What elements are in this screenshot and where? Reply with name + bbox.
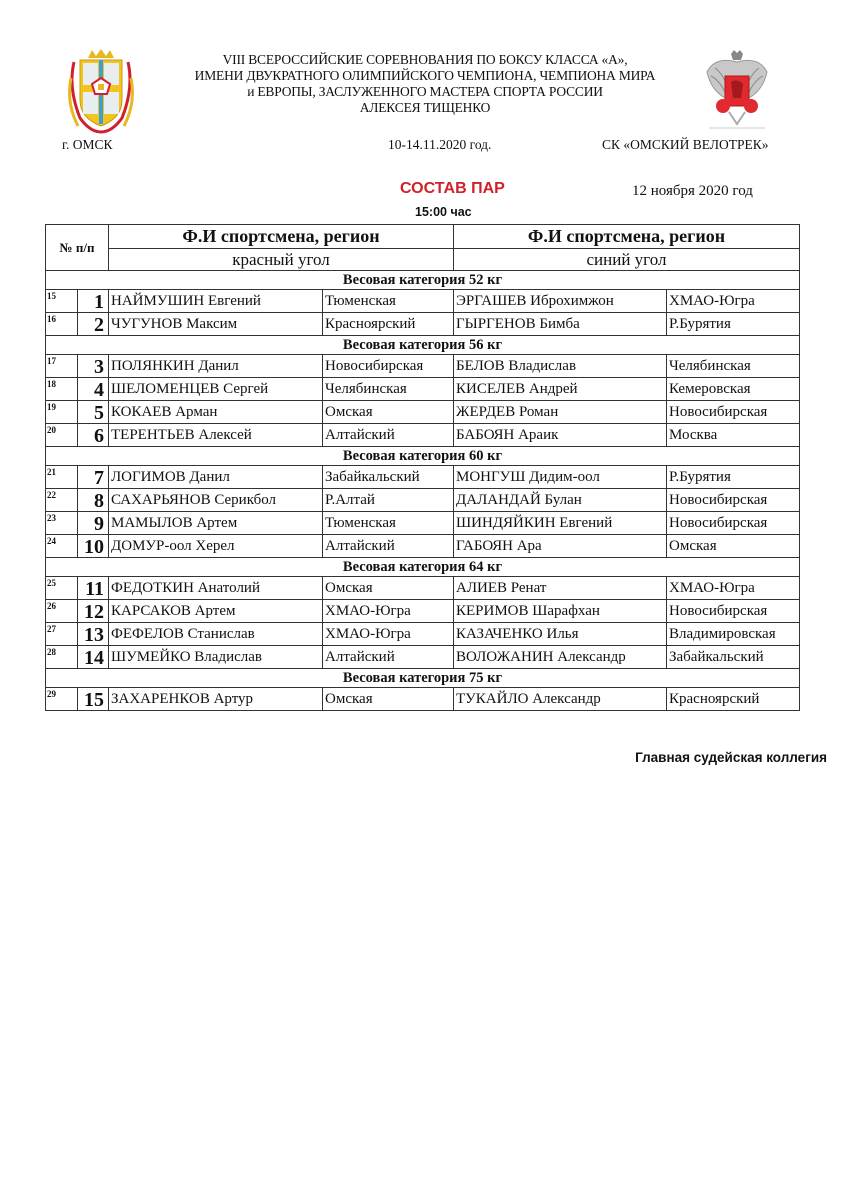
bout-sequence-number: 17 (46, 355, 78, 378)
blue-athlete-region: Новосибирская (667, 600, 800, 623)
red-athlete-name: САХАРЬЯНОВ Серикбол (109, 489, 323, 512)
blue-athlete-name: ШИНДЯЙКИН Евгений (454, 512, 667, 535)
red-athlete-region: Р.Алтай (323, 489, 454, 512)
blue-athlete-name: БЕЛОВ Владислав (454, 355, 667, 378)
session-time: 15:00 час (415, 205, 472, 219)
blue-athlete-region: Новосибирская (667, 489, 800, 512)
red-athlete-name: ЛОГИМОВ Данил (109, 466, 323, 489)
bout-sequence-number: 27 (46, 623, 78, 646)
blue-athlete-region: Челябинская (667, 355, 800, 378)
bout-sequence-number: 23 (46, 512, 78, 535)
blue-athlete-region: Омская (667, 535, 800, 558)
pairs-table-body (46, 271, 800, 711)
red-athlete-region: Тюменская (323, 290, 454, 313)
bout-sequence-number: 24 (46, 535, 78, 558)
red-athlete-region: Алтайский (323, 646, 454, 669)
blue-athlete-region: Новосибирская (667, 401, 800, 424)
blue-athlete-name: ЭРГАШЕВ Иброхимжон (454, 290, 667, 313)
red-athlete-region: Красноярский (323, 313, 454, 336)
chief-judges-signature: Главная судейская коллегия (635, 750, 827, 765)
bout-sequence-number: 29 (46, 688, 78, 711)
red-athlete-name: ФЕДОТКИН Анатолий (109, 577, 323, 600)
bout-row (46, 313, 800, 336)
red-athlete-name: ФЕФЕЛОВ Станислав (109, 623, 323, 646)
bout-sequence-number: 21 (46, 466, 78, 489)
weight-category-row (46, 558, 800, 577)
red-athlete-region: Челябинская (323, 378, 454, 401)
red-athlete-name: ШУМЕЙКО Владислав (109, 646, 323, 669)
red-athlete-name: ШЕЛОМЕНЦЕВ Сергей (109, 378, 323, 401)
blue-athlete-region: Р.Бурятия (667, 313, 800, 336)
blue-athlete-name: КАЗАЧЕНКО Илья (454, 623, 667, 646)
blue-athlete-region: Владимировская (667, 623, 800, 646)
red-corner-label: красный угол (109, 249, 454, 271)
bout-sequence-number: 22 (46, 489, 78, 512)
pairs-table (45, 224, 800, 711)
num-column-header: № п/п (46, 225, 109, 271)
omsk-coat-of-arms-icon (66, 48, 136, 136)
russian-boxing-federation-emblem-icon (705, 50, 769, 130)
red-athlete-name: КОКАЕВ Арман (109, 401, 323, 424)
blue-athlete-name: ЖЕРДЕВ Роман (454, 401, 667, 424)
red-athlete-name: ПОЛЯНКИН Данил (109, 355, 323, 378)
bout-number: 9 (78, 512, 109, 535)
event-dates: 10-14.11.2020 год. (388, 137, 492, 152)
red-athlete-name: ДОМУР-оол Херел (109, 535, 323, 558)
weight-category-label: Весовая категория 75 кг (46, 669, 800, 688)
bout-row (46, 577, 800, 600)
red-athlete-name: МАМЫЛОВ Артем (109, 512, 323, 535)
bout-row (46, 600, 800, 623)
blue-athlete-name: АЛИЕВ Ренат (454, 577, 667, 600)
red-athlete-region: Новосибирская (323, 355, 454, 378)
event-title-line-4: АЛЕКСЕЯ ТИЩЕНКО (359, 100, 491, 115)
bout-sequence-number: 19 (46, 401, 78, 424)
bout-row (46, 290, 800, 313)
bout-number: 10 (78, 535, 109, 558)
blue-athlete-region: Кемеровская (667, 378, 800, 401)
blue-athlete-region: Новосибирская (667, 512, 800, 535)
bout-number: 2 (78, 313, 109, 336)
blue-athlete-name: ГАБОЯН Ара (454, 535, 667, 558)
red-athlete-name: КАРСАКОВ Артем (109, 600, 323, 623)
bout-sequence-number: 28 (46, 646, 78, 669)
red-athlete-region: Алтайский (323, 535, 454, 558)
blue-athlete-name: КЕРИМОВ Шарафхан (454, 600, 667, 623)
blue-athlete-name: ДАЛАНДАЙ Булан (454, 489, 667, 512)
blue-athlete-name: ВОЛОЖАНИН Александр (454, 646, 667, 669)
blue-athlete-region: Забайкальский (667, 646, 800, 669)
red-athlete-name: ЧУГУНОВ Максим (109, 313, 323, 336)
red-athlete-region: Тюменская (323, 512, 454, 535)
red-column-header: Ф.И спортсмена, регион (109, 225, 454, 249)
bout-sequence-number: 20 (46, 424, 78, 447)
bout-number: 6 (78, 424, 109, 447)
bout-sequence-number: 25 (46, 577, 78, 600)
red-athlete-region: ХМАО-Югра (323, 600, 454, 623)
blue-corner-label: синий угол (454, 249, 800, 271)
bout-row (46, 489, 800, 512)
bout-number: 11 (78, 577, 109, 600)
bout-number: 8 (78, 489, 109, 512)
bout-number: 5 (78, 401, 109, 424)
red-athlete-region: Забайкальский (323, 466, 454, 489)
blue-athlete-region: ХМАО-Югра (667, 290, 800, 313)
weight-category-row (46, 336, 800, 355)
bout-row (46, 355, 800, 378)
blue-athlete-name: БАБОЯН Араик (454, 424, 667, 447)
bout-row (46, 535, 800, 558)
event-title-line-1: VIII ВСЕРОССИЙСКИЕ СОРЕВНОВАНИЯ ПО БОКСУ КЛАССА «А», (222, 52, 628, 67)
blue-athlete-name: ТУКАЙЛО Александр (454, 688, 667, 711)
bout-sequence-number: 26 (46, 600, 78, 623)
document-title: СОСТАВ ПАР (400, 180, 505, 197)
blue-athlete-region: Р.Бурятия (667, 466, 800, 489)
bout-number: 13 (78, 623, 109, 646)
bout-row (46, 646, 800, 669)
weight-category-row (46, 669, 800, 688)
bout-row (46, 466, 800, 489)
red-athlete-region: Омская (323, 688, 454, 711)
blue-athlete-name: КИСЕЛЕВ Андрей (454, 378, 667, 401)
bout-row (46, 424, 800, 447)
blue-athlete-name: ГЫРГЕНОВ Бимба (454, 313, 667, 336)
red-athlete-name: НАЙМУШИН Евгений (109, 290, 323, 313)
red-athlete-name: ЗАХАРЕНКОВ Артур (109, 688, 323, 711)
event-title-line-2: ИМЕНИ ДВУКРАТНОГО ОЛИМПИЙСКОГО ЧЕМПИОНА, ЧЕМПИОНА МИРА (194, 68, 656, 83)
bout-number: 14 (78, 646, 109, 669)
weight-category-label: Весовая категория 60 кг (46, 447, 800, 466)
weight-category-row (46, 447, 800, 466)
bout-number: 7 (78, 466, 109, 489)
bout-sequence-number: 15 (46, 290, 78, 313)
bout-number: 12 (78, 600, 109, 623)
bout-row (46, 688, 800, 711)
bout-row (46, 378, 800, 401)
red-athlete-name: ТЕРЕНТЬЕВ Алексей (109, 424, 323, 447)
bout-row (46, 401, 800, 424)
bout-row (46, 512, 800, 535)
weight-category-label: Весовая категория 52 кг (46, 271, 800, 290)
blue-athlete-region: Красноярский (667, 688, 800, 711)
red-athlete-region: Омская (323, 577, 454, 600)
red-athlete-region: Омская (323, 401, 454, 424)
bout-number: 1 (78, 290, 109, 313)
weight-category-label: Весовая категория 56 кг (46, 336, 800, 355)
bout-number: 15 (78, 688, 109, 711)
bout-number: 3 (78, 355, 109, 378)
bout-sequence-number: 18 (46, 378, 78, 401)
venue: СК «ОМСКИЙ ВЕЛОТРЕК» (602, 137, 769, 152)
weight-category-label: Весовая категория 64 кг (46, 558, 800, 577)
bout-number: 4 (78, 378, 109, 401)
bout-sequence-number: 16 (46, 313, 78, 336)
city: г. ОМСК (62, 137, 113, 152)
blue-athlete-region: Москва (667, 424, 800, 447)
red-athlete-region: Алтайский (323, 424, 454, 447)
event-title-line-3: и ЕВРОПЫ, ЗАСЛУЖЕННОГО МАСТЕРА СПОРТА РОССИИ (247, 84, 603, 99)
blue-column-header: Ф.И спортсмена, регион (454, 225, 800, 249)
blue-athlete-region: ХМАО-Югра (667, 577, 800, 600)
weight-category-row (46, 271, 800, 290)
blue-athlete-name: МОНГУШ Дидим-оол (454, 466, 667, 489)
red-athlete-region: ХМАО-Югра (323, 623, 454, 646)
document-date: 12 ноября 2020 год (632, 183, 753, 199)
bout-row (46, 623, 800, 646)
